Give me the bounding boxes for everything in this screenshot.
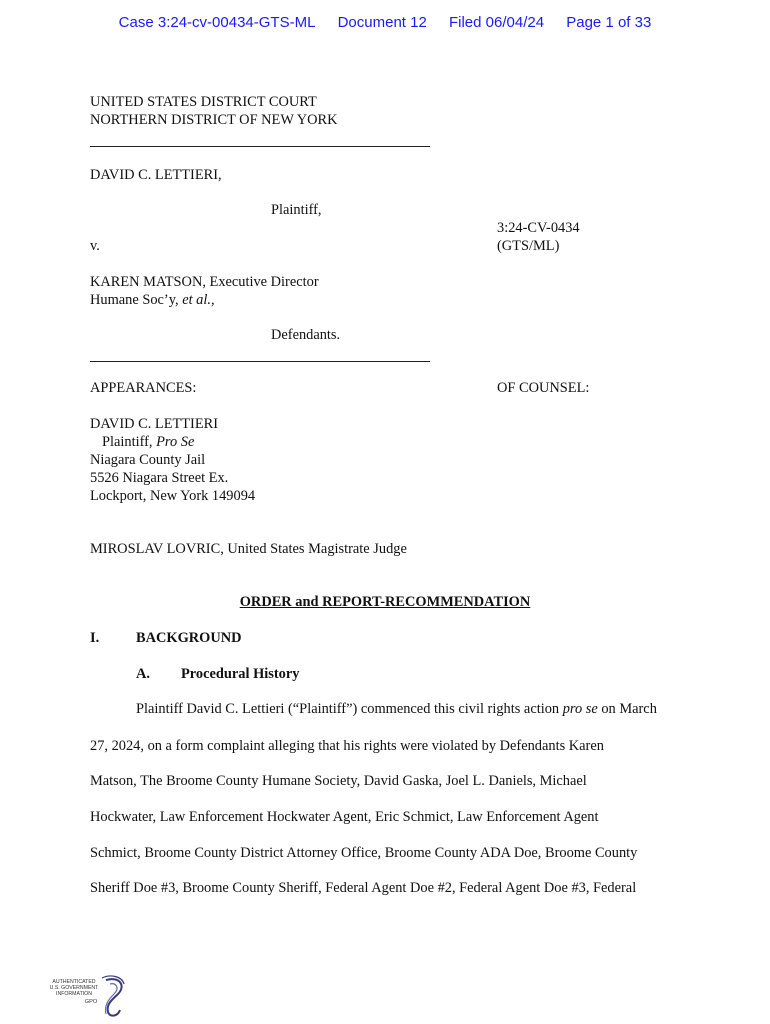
versus: v. (90, 238, 100, 254)
body-line-2: 27, 2024, on a form complaint alleging that his rights were violated by Defendants Karen (90, 738, 604, 754)
seal-line-1: AUTHENTICATED (52, 979, 96, 985)
magistrate-judge: MIROSLAV LOVRIC, United States Magistrate Judge (90, 541, 407, 557)
of-counsel-heading: OF COUNSEL: (497, 380, 590, 396)
defendant-line-2-text: Humane Soc’y, (90, 292, 183, 308)
caption-rule-bottom (90, 361, 430, 362)
address-line-1: Niagara County Jail (90, 452, 206, 468)
pro-se-inline: pro se (562, 701, 598, 717)
appearance-name: DAVID C. LETTIERI (90, 416, 219, 432)
plaintiff-name: DAVID C. LETTIERI, (90, 167, 222, 183)
section-title: BACKGROUND (136, 630, 242, 646)
appearances-heading: APPEARANCES: (90, 380, 197, 396)
body-line-5: Schmict, Broome County District Attorney Office, Broome County ADA Doe, Broome County (90, 845, 638, 861)
ecf-header (0, 14, 770, 31)
defendant-line-2 (90, 291, 215, 309)
filed-date-header: Filed 06/04/24 (448, 14, 545, 31)
appearance-role-text: Plaintiff, (102, 434, 157, 450)
page-count-header: Page 1 of 33 (566, 14, 652, 31)
order-title: ORDER and REPORT-RECOMMENDATION (239, 594, 531, 610)
section-number: I. (90, 630, 100, 646)
address-line-3: Lockport, New York 149094 (90, 488, 256, 504)
body-line-1 (136, 700, 657, 718)
defendant-line-1: KAREN MATSON, Executive Director (90, 274, 319, 290)
subsection-letter: A. (136, 666, 150, 682)
subsection-title: Procedural History (181, 666, 300, 682)
caption-rule-top (90, 146, 430, 147)
body-line-3: Matson, The Broome County Humane Society, David Gaska, Joel L. Daniels, Michael (90, 773, 587, 789)
seal-line-3: INFORMATION (56, 991, 92, 997)
case-number-header: Case 3:24-cv-00434-GTS-ML (118, 14, 316, 31)
body-line-4: Hockwater, Law Enforcement Hockwater Agent, Eric Schmict, Law Enforcement Agent (90, 809, 599, 825)
court-name: UNITED STATES DISTRICT COURT (90, 94, 317, 110)
body-line-6: Sheriff Doe #3, Broome County Sheriff, Federal Agent Doe #2, Federal Agent Doe #3, Federal (90, 880, 637, 896)
plaintiff-role: Plaintiff, (271, 202, 322, 218)
defendant-line-2-comma: , (210, 292, 215, 308)
address-line-2: 5526 Niagara Street Ex. (90, 470, 229, 486)
defendants-role: Defendants. (271, 327, 341, 343)
body-line-1-text: Plaintiff David C. Lettieri (“Plaintiff”) commenced this civil rights action (136, 701, 563, 717)
case-judges: (GTS/ML) (497, 238, 560, 254)
document-number-header: Document 12 (337, 14, 427, 31)
et-al: et al. (182, 292, 211, 308)
body-line-1-tail: on March (597, 701, 657, 717)
case-number: 3:24-CV-0434 (497, 220, 580, 236)
appearance-role (102, 433, 194, 451)
court-district: NORTHERN DISTRICT OF NEW YORK (90, 112, 338, 128)
gpo-authentication-seal-icon (44, 974, 130, 1020)
seal-mark: GPO (84, 999, 98, 1005)
seal-line-2: U.S. GOVERNMENT (49, 985, 99, 991)
pro-se: Pro Se (156, 434, 195, 450)
